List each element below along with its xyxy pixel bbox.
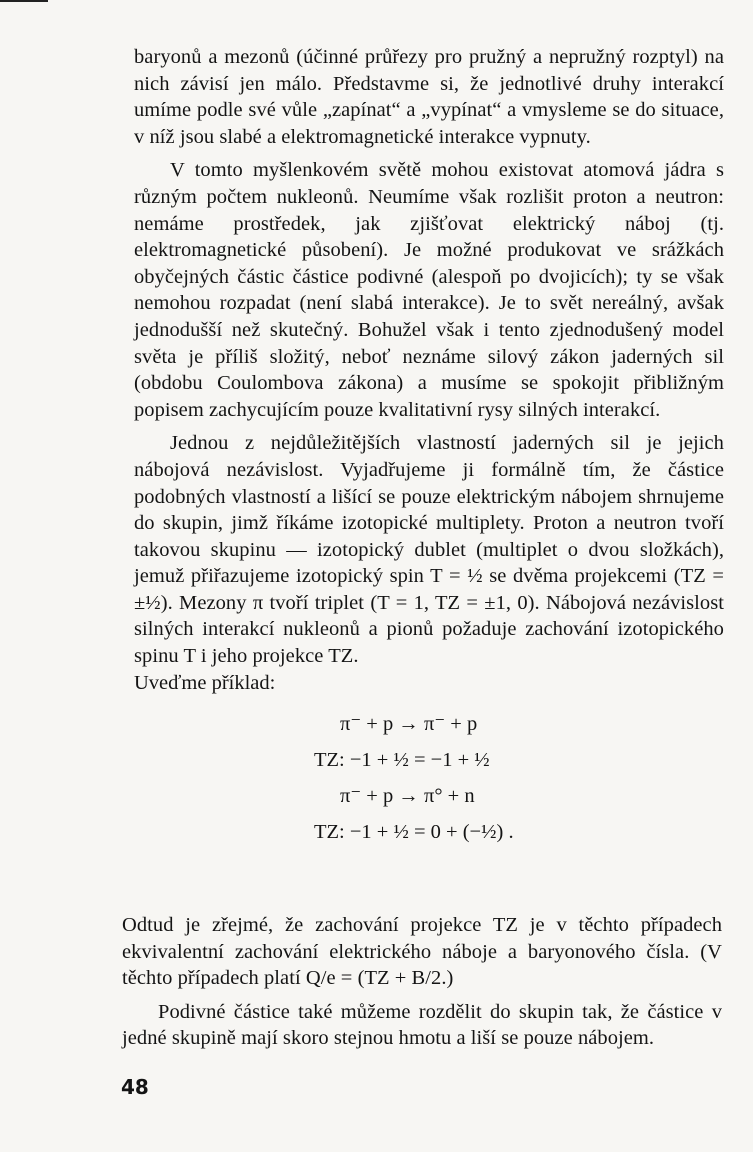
equation-projection-1: TZ: −1 + ½ = −1 + ½ <box>314 749 490 772</box>
paragraph-1: baryonů a mezonů (účinné průřezy pro pružný a nepružný rozptyl) na nich závisí jen málo. Představme si, že jednotlivé druhy interakcí umíme podle své vůle „zapínat“ a „vypínat“ a vmysleme se do situace, v níž jsou slabé a elektromagnetické interakce vypnuty. <box>134 46 724 148</box>
paragraph-2: V tomto myšlenkovém světě mohou existovat atomová jádra s různým počtem nukleonů. Neumíme však rozlišit proton a neutron: nemáme prostředek, jak zjišťovat elektrický náboj (tj. elektromagnetické působení). Je možné produkovat ve srážkách obyčejných částic částice podivné (alespoň po dvojicích); ty se však nemohou rozpadat (není slabá interakce). Je to svět nereálný, avšak jednodušší než skutečný. Bohužel však i tento zjednodušený model světa je příliš složitý, neboť neznáme silový zákon jaderných sil (obdobu Coulombova zákona) a musíme se spokojit přibližným popisem zachycujícím pouze kvalitativní rysy silných interakcí. <box>134 159 724 421</box>
paragraph-4: Odtud je zřejmé, že zachování projekce TZ je v těchto případech ekvivalentní zachování elektrického náboje a baryonového čísla. (V těchto případech platí Q/e = (TZ + B/2.) <box>122 914 722 990</box>
paragraph-5: Podivné částice také můžeme rozdělit do skupin tak, že částice v jedné skupině mají skoro stejnou hmotu a liší se pouze nábojem. <box>122 1000 722 1050</box>
lower-text-block <box>122 912 722 1052</box>
paragraph-3: Jednou z nejdůležitějších vlastností jaderných sil je jejich nábojová nezávislost. Vyjadřujeme ji formálně tím, že částice podobných vlastností a lišící se pouze elektrickým nábojem shrnujeme do skupin, jimž říkáme izotopické multiplety. Proton a neutron tvoří takovou skupinu — izotopický dublet (multiplet o dvou složkách), jemuž přiřazujeme izotopický spin T = ½ se dvěma projekcemi (TZ = ±½). Mezony π tvoří triplet (T = 1, TZ = ±1, 0). Nábojová nezávislost silných interakcí nukleonů a pionů požaduje zachování izotopického spinu T i jeho projekce TZ. <box>134 432 724 668</box>
text-column <box>134 44 724 862</box>
top-rule <box>0 0 48 2</box>
page-number: 48 <box>121 1075 149 1099</box>
equation-block <box>134 706 724 850</box>
equation-reaction-1: π⁻ + p → π⁻ + p <box>340 713 478 736</box>
equation-projection-2: TZ: −1 + ½ = 0 + (−½) . <box>314 821 514 844</box>
equation-reaction-2: π⁻ + p → π° + n <box>340 785 475 808</box>
example-lead: Uveďme příklad: <box>134 671 276 694</box>
